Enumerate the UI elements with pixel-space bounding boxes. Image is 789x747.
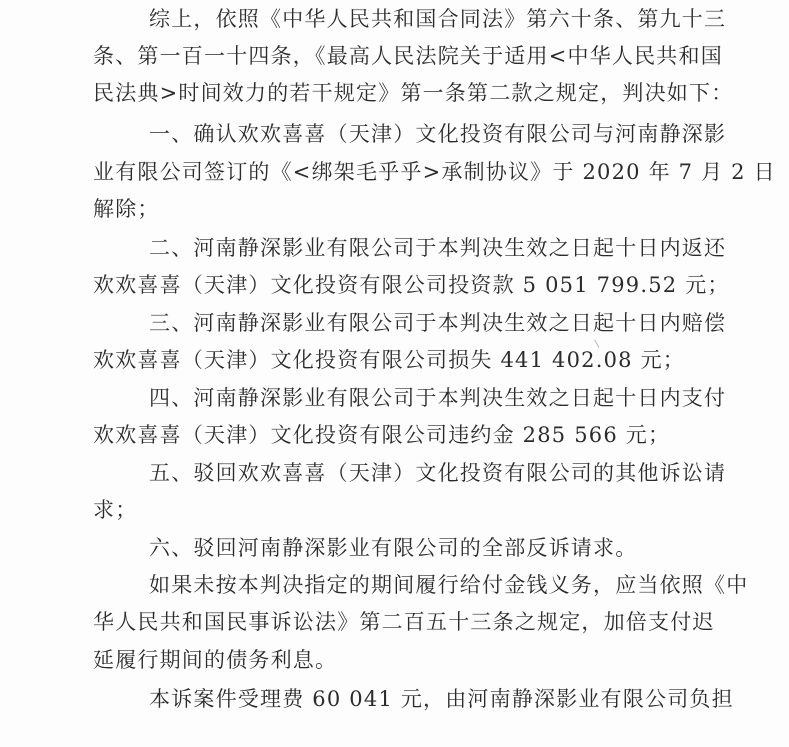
text-line: 欢欢喜喜（天津）文化投资有限公司损失 441 402.08 元；: [93, 348, 685, 372]
text-line: 二、河南静深影业有限公司于本判决生效之日起十日内返还: [149, 236, 727, 260]
text-line: 条、第一百一十四条，《最高人民法院关于适用<中华人民共和国: [93, 44, 723, 68]
text-line: 三、河南静深影业有限公司于本判决生效之日起十日内赔偿: [149, 311, 727, 335]
text-line: 华人民共和国民事诉讼法》第二百五十三条之规定，加倍支付迟: [93, 610, 715, 634]
text-line: 民法典>时间效力的若干规定》第一条第二款之规定，判决如下：: [93, 81, 734, 105]
text-line: 延履行期间的债务利息。: [93, 648, 338, 672]
text-line: 六、驳回河南静深影业有限公司的全部反诉请求。: [149, 536, 638, 560]
text-line: 欢欢喜喜（天津）文化投资有限公司违约金 285 566 元；: [93, 423, 671, 447]
text-line: 业有限公司签订的《<绑架毛乎乎>承制协议》于 2020 年 7 月 2 日: [93, 160, 776, 184]
text-line: 本诉案件受理费 60 041 元，由河南静深影业有限公司负担: [149, 687, 734, 711]
text-line: 如果未按本判决指定的期间履行给付金钱义务，应当依照《中: [149, 573, 749, 597]
text-line: 综上，依照《中华人民共和国合同法》第六十条、第九十三: [149, 7, 727, 31]
text-line: 欢欢喜喜（天津）文化投资有限公司投资款 5 051 799.52 元；: [93, 273, 730, 297]
text-line: 五、驳回欢欢喜喜（天津）文化投资有限公司的其他诉讼请: [149, 461, 727, 485]
text-line: 一、确认欢欢喜喜（天津）文化投资有限公司与河南静深影: [149, 122, 727, 146]
text-line: 求；: [93, 498, 138, 522]
text-line: 解除；: [93, 197, 160, 221]
text-line: 四、河南静深影业有限公司于本判决生效之日起十日内支付: [149, 386, 727, 410]
